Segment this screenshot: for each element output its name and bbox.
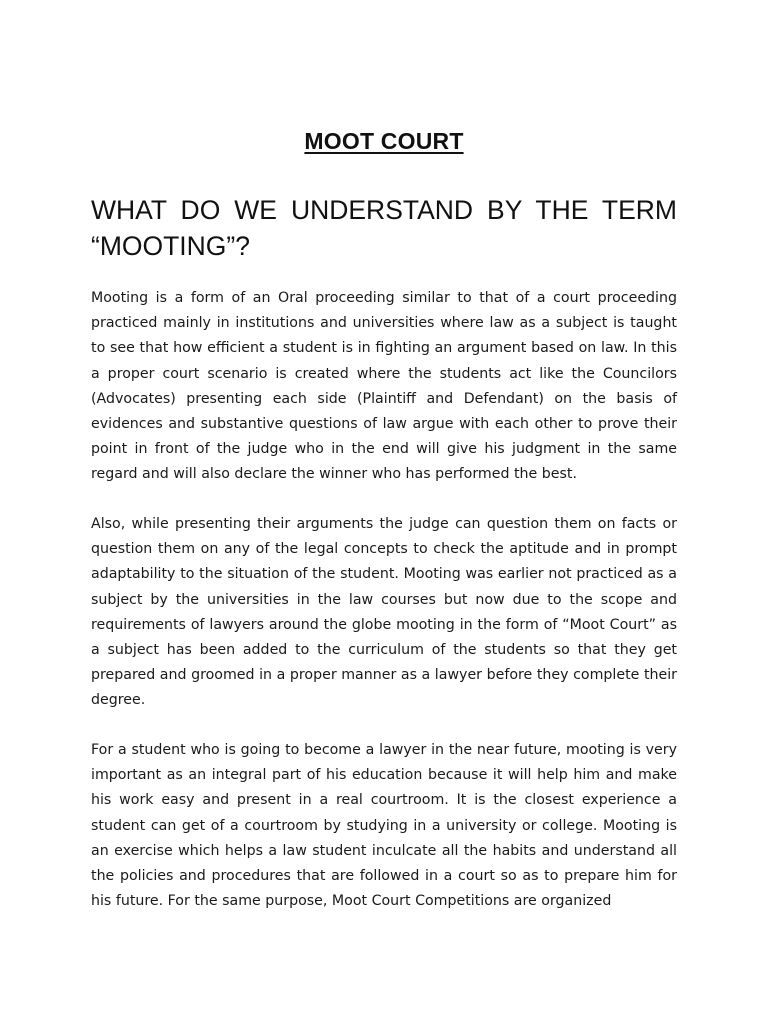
paragraph-3: For a student who is going to become a lawyer in the near future, mooting is very important as an integral part of his education because it will help him and make his work easy and present in a real courtroom. It is the closest experience a student can get of a courtroom by studying in a university or college. Mooting is an exercise which helps a law student inculcate all the habits and understand all the policies and procedures that are followed in a court so as to prepare him for his future. For the same purpose, Moot Court Competitions are organized <box>91 742 677 910</box>
document-title: MOOT COURT <box>304 128 464 154</box>
paragraph-1: Mooting is a form of an Oral proceeding similar to that of a court proceeding practiced mainly in institutions and universities where law as a subject is taught to see that how efficient a student is in fighting an argument based on law. In this a proper court scenario is created where the students act like the Councilors (Advocates) presenting each side (Plaintiff and Defendant) on the basis of evidences and substantive questions of law argue with each other to prove their point in front of the judge who in the end will give his judgment in the same regard and will also declare the winner who has performed the best. <box>91 290 677 483</box>
paragraph-2: Also, while presenting their arguments the judge can question them on facts or question them on any of the legal concepts to check the aptitude and in prompt adaptability to the situation of the student. Mooting was earlier not practiced as a subject by the universities in the law courses but now due to the scope and requirements of lawyers around the globe mooting in the form of “Moot Court” as a subject has been added to the curriculum of the students so that they get prepared and groomed in a proper manner as a lawyer before they complete their degree. <box>91 516 677 709</box>
section-heading: WHAT DO WE UNDERSTAND BY THE TERM “MOOTING”? <box>91 195 677 261</box>
